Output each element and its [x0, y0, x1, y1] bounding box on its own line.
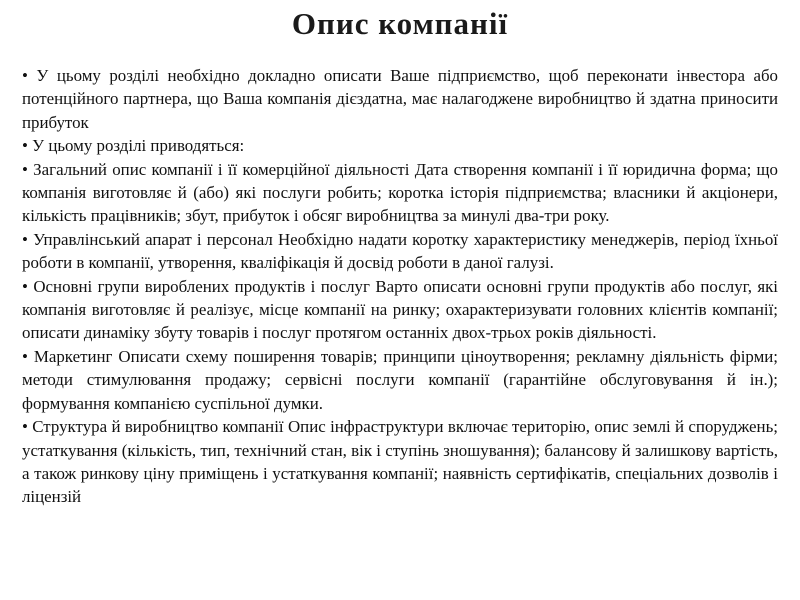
slide-body	[22, 64, 778, 509]
paragraph-management: • Управлінський апарат і персонал Необхідно надати коротку характеристику менеджерів, період їхньої роботи в компанії, утворення, кваліфікація й досвід роботи в даної галузі.	[22, 229, 778, 273]
paragraph-intro: • У цьому розділі необхідно докладно описати Ваше підприємство, щоб переконати інвестора або потенційного партнера, що Ваша компанія дієздатна, має налагоджене виробництво й здатна приносити прибуток	[22, 66, 778, 132]
paragraph-products: • Основні групи вироблених продуктів і послуг Варто описати основні групи продуктів або послуг, які компанія виготовляє й реалізує, місце компанії на ринку; охарактеризувати головних клієнтів компанії; описати динаміку збуту товарів і послуг протягом останніх двох-трьох років діяльності.	[22, 276, 778, 343]
slide-title: Опис компанії	[291, 6, 509, 41]
paragraph-list-lead: • У цьому розділі приводяться:	[22, 136, 245, 156]
paragraph-general-description: • Загальний опис компанії і її комерційної діяльності Дата створення компанії і її юридична форма; що компанія виготовляє й (або) які послуги робить; коротка історія підприємства; власники й акціонери, кількість працівників; збут, прибуток і обсяг виробництва за минулі два-три року.	[22, 159, 778, 226]
paragraph-structure: • Структура й виробництво компанії Опис інфраструктури включає територію, опис землі й споруджень; устаткування (кількість, тип, технічний стан, вік і ступінь зношування); балансову й залишкову вартість, а також ринкову ціну приміщень і устаткування компанії; наявність сертифікатів, спеціальних дозволів і ліцензій	[22, 417, 778, 507]
paragraph-marketing: • Маркетинг Описати схему поширення товарів; принципи ціноутворення; рекламну діяльність фірми; методи стимулювання продажу; сервісні послуги компанії (гарантійне обслуговування й ін.); формування компанією суспільної думки.	[22, 346, 778, 413]
